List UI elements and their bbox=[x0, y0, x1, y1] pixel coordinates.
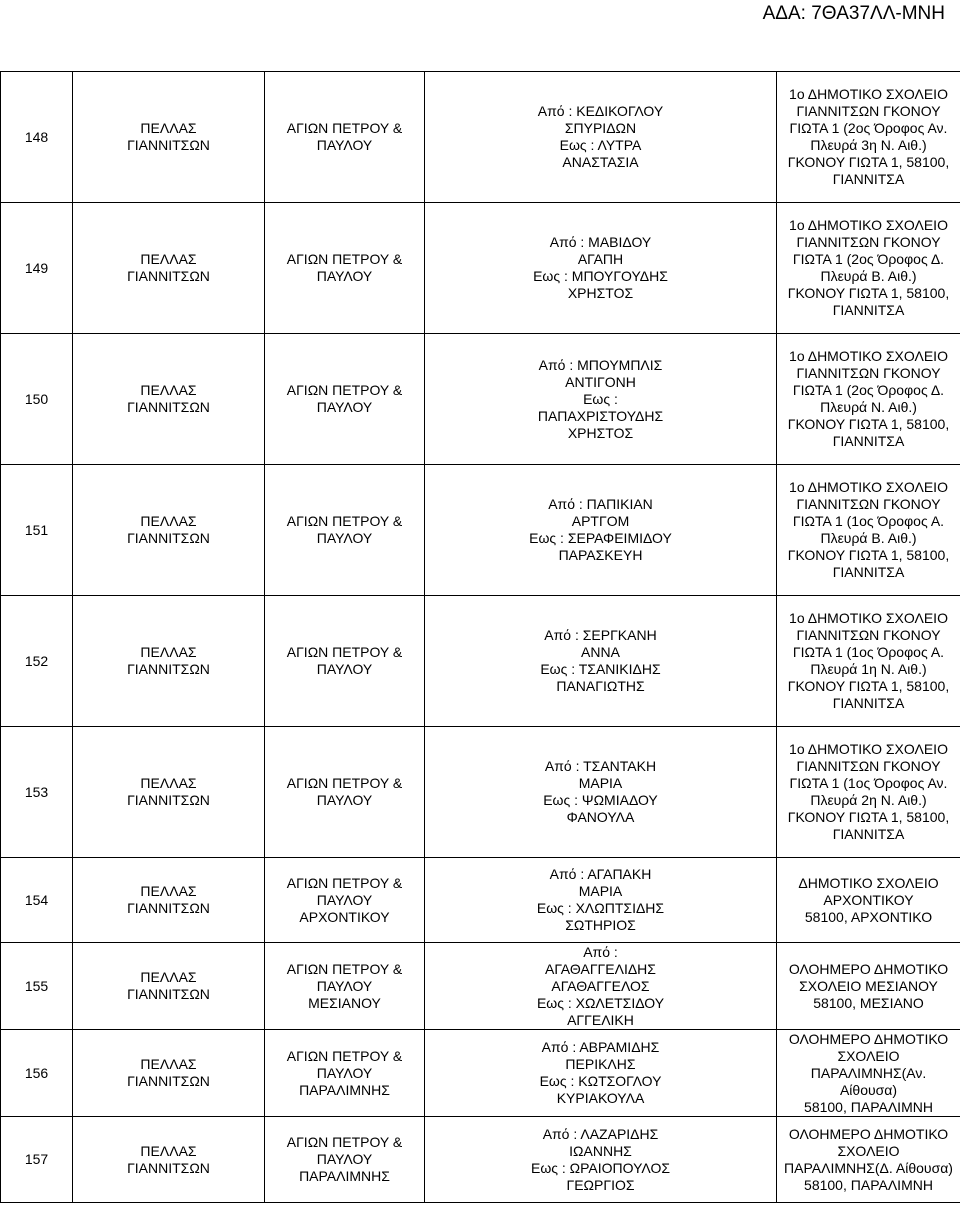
venue-address-line: 58100, ΠΑΡΑΛΙΜΝΗ bbox=[804, 1098, 933, 1115]
region-line: ΓΙΑΝΝΙΤΣΩΝ bbox=[127, 900, 210, 916]
station-number-cell: 150 bbox=[1, 334, 73, 465]
venue-address-line: ΟΛΟΗΜΕΡΟ ΔΗΜΟΤΙΚΟ bbox=[788, 1125, 949, 1142]
municipality-line: ΠΑΥΛΟΥ bbox=[316, 1064, 373, 1081]
venue-address-line: ΟΛΟΗΜΕΡΟ ΔΗΜΟΤΙΚΟ bbox=[788, 960, 949, 977]
region-line: ΠΕΛΛΑΣ bbox=[140, 251, 197, 267]
surname-range-line: Εως : ΚΩΤΣΟΓΛΟΥ bbox=[539, 1073, 662, 1089]
table-row bbox=[1, 596, 960, 727]
venue-address-line: ΓΚΟΝΟΥ ΓΙΩΤΑ 1, 58100, bbox=[787, 678, 950, 694]
region-line: ΓΙΑΝΝΙΤΣΩΝ bbox=[127, 399, 210, 415]
venue-address-line: ΣΧΟΛΕΙΟ ΜΕΣΙΑΝΟΥ bbox=[799, 977, 938, 994]
venue-address-line: ΓΙΩΤΑ 1 (1ος Όροφος Α. bbox=[792, 513, 945, 529]
station-number-cell: 154 bbox=[1, 858, 73, 943]
municipality-line: ΑΓΙΩΝ ΠΕΤΡΟΥ & bbox=[286, 513, 403, 529]
surname-range-line: Από : ΑΒΡΑΜΙΔΗΣ bbox=[541, 1039, 660, 1055]
polling-stations-table bbox=[0, 71, 960, 1203]
municipality-cell bbox=[265, 465, 425, 596]
venue-address-line: Πλευρά Β. Αιθ.) bbox=[820, 530, 917, 546]
municipality-line: ΑΓΙΩΝ ΠΕΤΡΟΥ & bbox=[286, 382, 403, 398]
venue-address-line: ΓΙΩΤΑ 1 (1ος Όροφος Α. bbox=[792, 644, 945, 660]
surname-range-line: Από : ΚΕΔΙΚΟΓΛΟΥ bbox=[537, 103, 664, 119]
surname-range-line: ΚΥΡΙΑΚΟΥΛΑ bbox=[556, 1090, 645, 1106]
municipality-line: ΑΓΙΩΝ ΠΕΤΡΟΥ & bbox=[286, 251, 403, 267]
region-line: ΓΙΑΝΝΙΤΣΩΝ bbox=[127, 792, 210, 808]
surname-range-cell bbox=[425, 596, 777, 727]
municipality-cell bbox=[265, 727, 425, 858]
surname-range-line: Εως : ΨΩΜΙΑΔΟΥ bbox=[543, 792, 658, 808]
municipality-cell bbox=[265, 72, 425, 203]
table-row bbox=[1, 858, 960, 943]
venue-address-line: ΓΙΑΝΝΙΤΣΑ bbox=[832, 433, 905, 449]
region-line: ΓΙΑΝΝΙΤΣΩΝ bbox=[127, 986, 210, 1002]
station-number-cell: 148 bbox=[1, 72, 73, 203]
surname-range-line: Από : ΤΣΑΝΤΑΚΗ bbox=[544, 758, 657, 774]
municipality-line: ΑΓΙΩΝ ΠΕΤΡΟΥ & bbox=[286, 775, 403, 791]
surname-range-line: ΓΕΩΡΓΙΟΣ bbox=[566, 1176, 635, 1193]
venue-address-cell bbox=[777, 465, 960, 596]
surname-range-line: Εως : ΩΡΑΙΟΠΟΥΛΟΣ bbox=[530, 1159, 670, 1176]
surname-range-line: ΦΑΝΟΥΛΑ bbox=[566, 809, 635, 825]
venue-address-line: ΓΙΩΤΑ 1 (2ος Όροφος Δ. bbox=[792, 251, 945, 267]
municipality-cell bbox=[265, 858, 425, 943]
surname-range-line: ΣΩΤΗΡΙΟΣ bbox=[565, 917, 636, 933]
municipality-line: ΑΓΙΩΝ ΠΕΤΡΟΥ & bbox=[286, 120, 403, 136]
surname-range-line: Από : ΛΑΖΑΡΙΔΗΣ bbox=[542, 1125, 659, 1142]
region-cell bbox=[73, 72, 265, 203]
venue-address-line: Πλευρά Β. Αιθ.) bbox=[820, 268, 917, 284]
region-line: ΠΕΛΛΑΣ bbox=[140, 644, 197, 660]
venue-address-line: ΠΑΡΑΛΙΜΝΗΣ(Δ. Αίθουσα) bbox=[784, 1159, 953, 1176]
table-row bbox=[1, 943, 960, 1030]
venue-address-line: ΔΗΜΟΤΙΚΟ ΣΧΟΛΕΙΟ bbox=[798, 874, 939, 891]
venue-address-line: Πλευρά 3η Ν. Αιθ.) bbox=[810, 137, 927, 153]
surname-range-line: Εως : ΣΕΡΑΦΕΙΜΙΔΟΥ bbox=[529, 530, 672, 546]
venue-address-line: Πλευρά 2η Ν. Αιθ.) bbox=[810, 792, 927, 808]
venue-address-line: 1ο ΔΗΜΟΤΙΚΟ ΣΧΟΛΕΙΟ bbox=[789, 479, 948, 495]
surname-range-line: Εως : bbox=[583, 390, 618, 407]
region-line: ΓΙΑΝΝΙΤΣΩΝ bbox=[127, 268, 210, 284]
region-line: ΠΕΛΛΑΣ bbox=[140, 1056, 197, 1072]
surname-range-line: Από : ΜΠΟΥΜΠΛΙΣ bbox=[538, 356, 663, 373]
surname-range-line: Εως : ΛΥΤΡΑ bbox=[559, 137, 642, 153]
municipality-cell bbox=[265, 334, 425, 465]
table-row bbox=[1, 72, 960, 203]
surname-range-line: ΙΩΑΝΝΗΣ bbox=[569, 1142, 632, 1159]
venue-address-cell bbox=[777, 72, 960, 203]
venue-address-line: ΓΚΟΝΟΥ ΓΙΩΤΑ 1, 58100, bbox=[787, 154, 950, 170]
surname-range-line: ΑΡΤΓΟΜ bbox=[571, 513, 630, 529]
surname-range-line: ΧΡΗΣΤΟΣ bbox=[567, 424, 634, 441]
surname-range-cell bbox=[425, 72, 777, 203]
municipality-line: ΜΕΣΙΑΝΟΥ bbox=[308, 994, 381, 1011]
venue-address-line: 1ο ΔΗΜΟΤΙΚΟ ΣΧΟΛΕΙΟ bbox=[789, 86, 948, 102]
surname-range-line: ΑΓΑΘΑΓΓΕΛΙΔΗΣ bbox=[545, 960, 656, 977]
municipality-line: ΠΑΡΑΛΙΜΝΗΣ bbox=[299, 1168, 390, 1184]
table-row bbox=[1, 465, 960, 596]
table-row bbox=[1, 203, 960, 334]
surname-range-line: ΑΝΤΙΓΟΝΗ bbox=[565, 373, 636, 390]
surname-range-line: ΧΡΗΣΤΟΣ bbox=[567, 285, 634, 301]
venue-address-line: ΓΙΑΝΝΙΤΣΩΝ ΓΚΟΝΟΥ bbox=[796, 234, 941, 250]
surname-range-line: Από : ΑΓΑΠΑΚΗ bbox=[549, 866, 652, 882]
municipality-line: ΠΑΥΛΟΥ bbox=[316, 1151, 373, 1167]
region-line: ΓΙΑΝΝΙΤΣΩΝ bbox=[127, 661, 210, 677]
table-row bbox=[1, 1030, 960, 1117]
venue-address-line: Αίθουσα) bbox=[839, 1081, 898, 1098]
station-number-cell: 151 bbox=[1, 465, 73, 596]
venue-address-line: ΓΚΟΝΟΥ ΓΙΩΤΑ 1, 58100, bbox=[787, 809, 950, 825]
venue-address-line: ΓΙΑΝΝΙΤΣΑ bbox=[832, 564, 905, 580]
surname-range-cell bbox=[425, 1117, 777, 1203]
surname-range-line: ΠΑΡΑΣΚΕΥΗ bbox=[558, 547, 643, 563]
surname-range-line: Εως : ΤΣΑΝΙΚΙΔΗΣ bbox=[540, 661, 661, 677]
ada-code: ΑΔΑ: 7ΘΑ37ΛΛ-ΜΝΗ bbox=[762, 3, 945, 24]
venue-address-line: ΓΙΑΝΝΙΤΣΩΝ ΓΚΟΝΟΥ bbox=[796, 365, 941, 381]
surname-range-cell bbox=[425, 1030, 777, 1117]
surname-range-line: Από : bbox=[583, 943, 618, 960]
venue-address-line: ΓΙΑΝΝΙΤΣΑ bbox=[832, 826, 905, 842]
region-line: ΠΕΛΛΑΣ bbox=[140, 513, 197, 529]
venue-address-cell bbox=[777, 596, 960, 727]
municipality-cell bbox=[265, 943, 425, 1030]
venue-address-line: 58100, ΜΕΣΙΑΝΟ bbox=[813, 994, 924, 1011]
surname-range-cell bbox=[425, 465, 777, 596]
surname-range-line: ΠΑΝΑΓΙΩΤΗΣ bbox=[556, 678, 645, 694]
station-number-cell: 153 bbox=[1, 727, 73, 858]
venue-address-line: Πλευρά 1η Ν. Αιθ.) bbox=[810, 661, 927, 677]
municipality-line: ΑΓΙΩΝ ΠΕΤΡΟΥ & bbox=[286, 1134, 403, 1150]
venue-address-line: Πλευρά Ν. Αιθ.) bbox=[820, 399, 917, 415]
municipality-line: ΠΑΥΛΟΥ bbox=[316, 399, 373, 415]
station-number-cell: 156 bbox=[1, 1030, 73, 1117]
venue-address-cell bbox=[777, 1030, 960, 1117]
surname-range-cell bbox=[425, 203, 777, 334]
surname-range-line: Από : ΜΑΒΙΔΟΥ bbox=[549, 234, 652, 250]
venue-address-line: ΓΙΑΝΝΙΤΣΑ bbox=[832, 302, 905, 318]
municipality-line: ΠΑΥΛΟΥ bbox=[316, 530, 373, 546]
venue-address-line: 1ο ΔΗΜΟΤΙΚΟ ΣΧΟΛΕΙΟ bbox=[789, 348, 948, 364]
venue-address-line: ΓΚΟΝΟΥ ΓΙΩΤΑ 1, 58100, bbox=[787, 285, 950, 301]
surname-range-line: ΑΓΓΕΛΙΚΗ bbox=[567, 1011, 634, 1028]
region-cell bbox=[73, 1030, 265, 1117]
region-cell bbox=[73, 943, 265, 1030]
municipality-line: ΠΑΥΛΟΥ bbox=[316, 137, 373, 153]
surname-range-line: ΑΝΑΣΤΑΣΙΑ bbox=[562, 154, 639, 170]
venue-address-line: ΓΙΑΝΝΙΤΣΑ bbox=[832, 171, 905, 187]
surname-range-line: ΜΑΡΙΑ bbox=[578, 883, 623, 899]
venue-address-line: 1ο ΔΗΜΟΤΙΚΟ ΣΧΟΛΕΙΟ bbox=[789, 217, 948, 233]
surname-range-cell bbox=[425, 727, 777, 858]
region-cell bbox=[73, 465, 265, 596]
municipality-line: ΠΑΥΛΟΥ bbox=[316, 977, 373, 994]
municipality-cell bbox=[265, 1117, 425, 1203]
table-body bbox=[1, 72, 960, 1203]
municipality-line: ΑΓΙΩΝ ΠΕΤΡΟΥ & bbox=[286, 960, 403, 977]
venue-address-line: ΓΙΩΤΑ 1 (2ος Όροφος Αν. bbox=[789, 120, 948, 136]
surname-range-cell bbox=[425, 858, 777, 943]
municipality-line: ΠΑΥΛΟΥ bbox=[316, 891, 373, 908]
venue-address-line: ΣΧΟΛΕΙΟ bbox=[837, 1047, 900, 1064]
municipality-line: ΑΡΧΟΝΤΙΚΟΥ bbox=[299, 908, 390, 925]
region-line: ΓΙΑΝΝΙΤΣΩΝ bbox=[127, 1159, 210, 1176]
venue-address-cell bbox=[777, 943, 960, 1030]
surname-range-line: Εως : ΧΩΛΕΤΣΙΔΟΥ bbox=[536, 994, 665, 1011]
municipality-cell bbox=[265, 1030, 425, 1117]
venue-address-line: ΓΙΑΝΝΙΤΣΑ bbox=[832, 695, 905, 711]
venue-address-line: 1ο ΔΗΜΟΤΙΚΟ ΣΧΟΛΕΙΟ bbox=[789, 741, 948, 757]
surname-range-line: ΣΠΥΡΙΔΩΝ bbox=[564, 120, 637, 136]
table-row bbox=[1, 1117, 960, 1203]
region-cell bbox=[73, 858, 265, 943]
region-line: ΠΕΛΛΑΣ bbox=[140, 382, 197, 398]
venue-address-line: ΓΙΑΝΝΙΤΣΩΝ ΓΚΟΝΟΥ bbox=[796, 103, 941, 119]
surname-range-line: Εως : ΧΛΩΠΤΣΙΔΗΣ bbox=[536, 900, 665, 916]
region-line: ΠΕΛΛΑΣ bbox=[140, 775, 197, 791]
table-row bbox=[1, 727, 960, 858]
municipality-line: ΑΓΙΩΝ ΠΕΤΡΟΥ & bbox=[286, 644, 403, 660]
station-number-cell: 149 bbox=[1, 203, 73, 334]
venue-address-line: ΟΛΟΗΜΕΡΟ ΔΗΜΟΤΙΚΟ bbox=[788, 1030, 949, 1047]
station-number-cell: 155 bbox=[1, 943, 73, 1030]
surname-range-line: Εως : ΜΠΟΥΓΟΥΔΗΣ bbox=[533, 268, 668, 284]
venue-address-line: ΓΙΑΝΝΙΤΣΩΝ ΓΚΟΝΟΥ bbox=[796, 496, 941, 512]
table-row bbox=[1, 334, 960, 465]
municipality-line: ΠΑΥΛΟΥ bbox=[316, 792, 373, 808]
municipality-cell bbox=[265, 596, 425, 727]
venue-address-line: ΑΡΧΟΝΤΙΚΟΥ bbox=[823, 891, 914, 908]
surname-range-line: Από : ΣΕΡΓΚΑΝΗ bbox=[544, 627, 657, 643]
region-cell bbox=[73, 1117, 265, 1203]
municipality-line: ΠΑΥΛΟΥ bbox=[316, 268, 373, 284]
venue-address-cell bbox=[777, 727, 960, 858]
municipality-line: ΑΓΙΩΝ ΠΕΤΡΟΥ & bbox=[286, 874, 403, 891]
municipality-line: ΠΑΥΛΟΥ bbox=[316, 661, 373, 677]
municipality-line: ΑΓΙΩΝ ΠΕΤΡΟΥ & bbox=[286, 1047, 403, 1064]
station-number-cell: 152 bbox=[1, 596, 73, 727]
venue-address-line: ΓΙΩΤΑ 1 (1ος Όροφος Αν. bbox=[789, 775, 948, 791]
surname-range-line: ΑΓΑΘΑΓΓΕΛΟΣ bbox=[551, 977, 650, 994]
venue-address-line: 58100, ΠΑΡΑΛΙΜΝΗ bbox=[804, 1176, 933, 1193]
venue-address-cell bbox=[777, 334, 960, 465]
region-cell bbox=[73, 596, 265, 727]
region-cell bbox=[73, 334, 265, 465]
region-line: ΓΙΑΝΝΙΤΣΩΝ bbox=[127, 530, 210, 546]
region-line: ΓΙΑΝΝΙΤΣΩΝ bbox=[127, 1073, 210, 1089]
region-line: ΠΕΛΛΑΣ bbox=[140, 883, 197, 899]
venue-address-line: ΓΙΩΤΑ 1 (2ος Όροφος Δ. bbox=[792, 382, 945, 398]
venue-address-cell bbox=[777, 203, 960, 334]
venue-address-line: ΣΧΟΛΕΙΟ bbox=[837, 1142, 900, 1159]
region-line: ΠΕΛΛΑΣ bbox=[140, 120, 197, 136]
venue-address-cell bbox=[777, 1117, 960, 1203]
surname-range-line: ΜΑΡΙΑ bbox=[578, 775, 623, 791]
region-cell bbox=[73, 727, 265, 858]
venue-address-cell bbox=[777, 858, 960, 943]
venue-address-line: ΓΙΑΝΝΙΤΣΩΝ ΓΚΟΝΟΥ bbox=[796, 758, 941, 774]
venue-address-line: 1ο ΔΗΜΟΤΙΚΟ ΣΧΟΛΕΙΟ bbox=[789, 610, 948, 626]
venue-address-line: ΓΚΟΝΟΥ ΓΙΩΤΑ 1, 58100, bbox=[787, 547, 950, 563]
surname-range-line: ΠΕΡΙΚΛΗΣ bbox=[565, 1056, 636, 1072]
surname-range-line: Από : ΠΑΠΙΚΙΑΝ bbox=[548, 496, 653, 512]
venue-address-line: ΓΙΑΝΝΙΤΣΩΝ ΓΚΟΝΟΥ bbox=[796, 627, 941, 643]
municipality-cell bbox=[265, 203, 425, 334]
surname-range-line: ΑΝΝΑ bbox=[581, 644, 620, 660]
region-line: ΠΕΛΛΑΣ bbox=[140, 1142, 197, 1159]
surname-range-line: ΠΑΠΑΧΡΙΣΤΟΥΔΗΣ bbox=[537, 407, 664, 424]
venue-address-line: ΓΚΟΝΟΥ ΓΙΩΤΑ 1, 58100, bbox=[787, 416, 950, 432]
surname-range-cell bbox=[425, 334, 777, 465]
region-line: ΠΕΛΛΑΣ bbox=[140, 969, 197, 985]
surname-range-line: ΑΓΑΠΗ bbox=[577, 251, 624, 267]
venue-address-line: ΠΑΡΑΛΙΜΝΗΣ(Αν. bbox=[810, 1064, 927, 1081]
venue-address-line: 58100, ΑΡΧΟΝΤΙΚΟ bbox=[804, 908, 933, 925]
region-cell bbox=[73, 203, 265, 334]
station-number-cell: 157 bbox=[1, 1117, 73, 1203]
municipality-line: ΠΑΡΑΛΙΜΝΗΣ bbox=[299, 1081, 390, 1098]
region-line: ΓΙΑΝΝΙΤΣΩΝ bbox=[127, 137, 210, 153]
surname-range-cell bbox=[425, 943, 777, 1030]
